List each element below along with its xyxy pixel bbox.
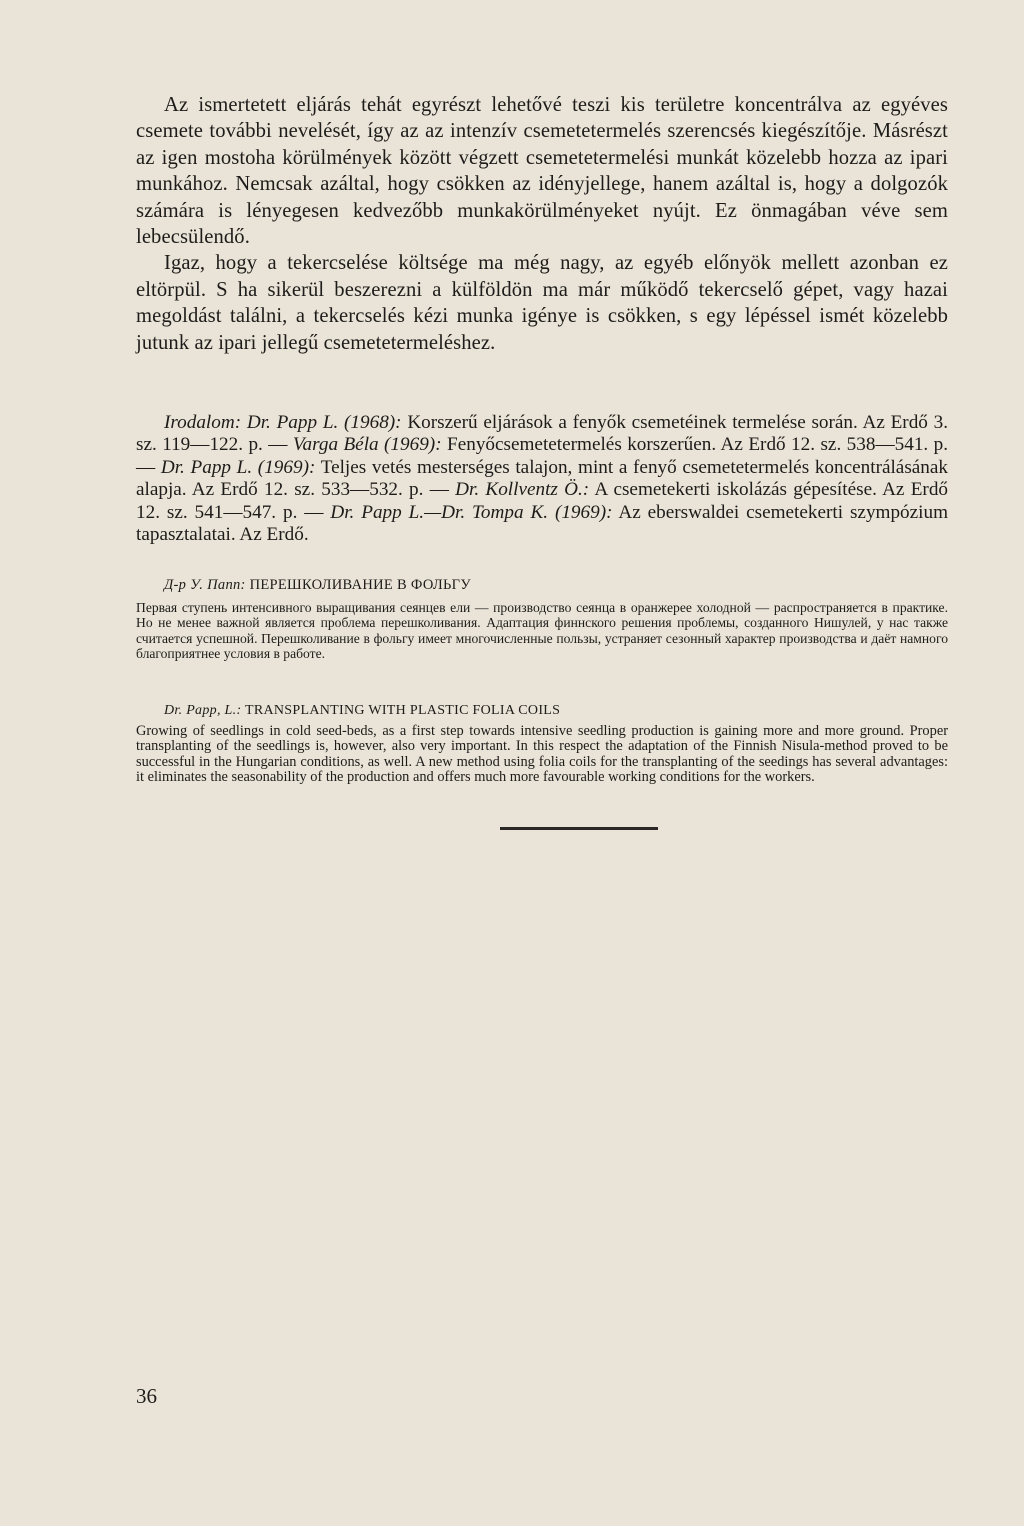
abstract-english-title: TRANSPLANTING WITH PLASTIC FOLIA COILS (244, 703, 561, 718)
main-text (136, 92, 948, 356)
ref-3-text: Teljes vetés mesterséges talajon, mint a fenyő csemetetermelés koncentrálásának alapja. Az Erdő 12. sz. 533—532. p. — (136, 456, 949, 501)
abstract-russian-body: Первая ступень интенсивного выращивания сеянцев ели — производство сеянца в оранжерее холодной — распространяется в практике. Но не менее важной является проблема перешколивания. Адаптация финнского решения проблемы, созданного Нишулей, у нас также считается успешной. Перешколивание в фольгу имеет многочисленные пользы, устраняет сезонный характер производства и даёт намного благоприятнее условия в работе. (136, 599, 948, 661)
ref-4-text: A csemetekerti iskolázás gépesítése. Az Erdő 12. sz. 541—547. p. — (136, 479, 949, 523)
ref-1-text: Korszerű eljárások a fenyők csemetéinek termelése során. Az Erdő 3. sz. 119—122. p. — (136, 412, 949, 456)
abstract-russian (136, 578, 948, 662)
references (136, 412, 948, 546)
ref-3-author: Dr. Papp L. (1969): (160, 456, 316, 478)
ref-2-author: Varga Béla (1969): (292, 434, 442, 456)
ref-1-author: Dr. Papp L. (1968): (246, 412, 402, 433)
ref-5-text: Az eberswaldei csemetekerti szympózium tapasztalatai. Az Erdő. (136, 501, 949, 546)
references-paragraph (136, 412, 948, 546)
ref-5-author: Dr. Papp L.—Dr. Tompa K. (1969): (330, 501, 613, 523)
paragraph-2: Igaz, hogy a tekercselése költsége ma még nagy, az egyéb előnyök mellett azonban ez eltörpül. S ha sikerül beszerezni a külföldön ma már működő tekercselő gépet, vagy hazai megoldást találni, a tekercselés kézi munka igénye is csökken, s egy lépéssel ismét közelebb jutunk az ipari jellegű csemetetermeléshez. (136, 252, 948, 354)
page-number: 36 (136, 1384, 157, 1408)
references-label: Irodalom: (164, 412, 242, 433)
abstract-russian-heading (136, 578, 948, 594)
paragraph-1: Az ismertetett eljárás tehát egyrészt lehetővé teszi kis területre koncentrálva az egyéves csemete további nevelését, így az az intenzív csemetetermelés szerencsés kiegészítője. Másrészt az igen mostoha körülmények között végzett csemetetermelési munkát közelebb hozza az ipari munkához. Nemcsak azáltal, hogy csökken az idényjellege, hanem azáltal is, hogy a dolgozók számára is lényegesen kedvezőbb munkakörülményeket nyújt. Ez önmagában véve sem lebecsülendő. (136, 94, 948, 249)
ref-4-author: Dr. Kollventz Ö.: (455, 479, 590, 501)
abstract-russian-author: Д-р У. Папп: (164, 577, 246, 593)
abstract-english-heading (136, 703, 948, 718)
abstract-english-author: Dr. Papp, L.: (164, 703, 242, 718)
abstract-english-body: Growing of seedlings in cold seed-beds, as a first step towards intensive seedling production is gaining more and more ground. Proper transplanting of the seedlings is, however, also very important. In this respect the adaptation of the Finnish Nisula-method proved to be successful in the Hungarian conditions, as well. A new method using folia coils for the transplanting of the seedings has several advantages: it eliminates the seasonability of the production and offers much more favourable working conditions for the workers. (136, 723, 948, 785)
abstract-english (136, 703, 948, 785)
abstract-russian-title: ПЕРЕШКОЛИВАНИЕ В ФОЛЬГУ (249, 577, 471, 593)
section-divider (500, 827, 658, 830)
ref-2-text: Fenyőcsemetetermelés korszerűen. Az Erdő 12. sz. 538—541. p. — (136, 434, 949, 478)
